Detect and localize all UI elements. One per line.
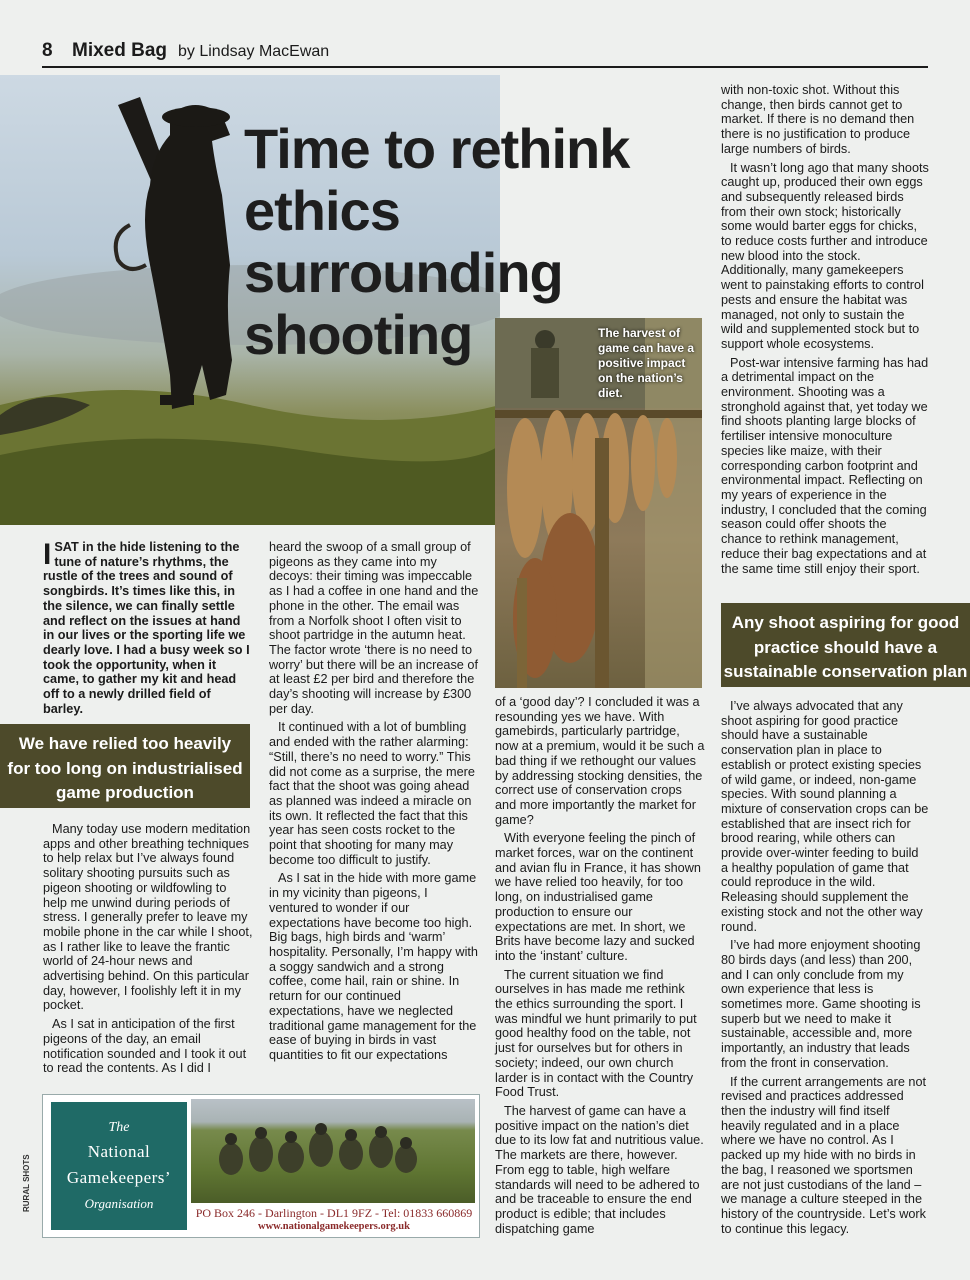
paragraph: With everyone feeling the pinch of market forces, war on the continent and avian flu in France, it has shown we have relied too heavily, for too long, on industrialised game production to ensure our expectations are met. In short, we Brits have become lazy and sucked into the ‘instant’ culture. [495,831,701,963]
byline: by Lindsay MacEwan [178,43,330,60]
advert-address: PO Box 246 - Darlington - DL1 9FZ - Tel: 01833 660869 [195,1206,473,1220]
gamekeepers-advert[interactable] [42,1094,480,1238]
lead-text: SAT in the hide listening to the tune of nature’s rhythms, the rustle of the trees and sound of songbirds. It’s times like this, in the silence, we can finally settle and reflect on the issues at hand in our lives or the sporting life we dearly love. I had a busy week so I took the opportunity, when it came, to gather my kit and head off to a newly drilled field of barley. [43,540,250,716]
paragraph: The harvest of game can have a positive impact on the nation’s diet due to its low fat and nutritious value. The markets are there, however. From egg to table, high welfare standards will need to be adhered to and be traceable to ensure the end product is edible; that includes dispatching game [495,1103,704,1236]
pullquote-line: practice should have a [753,637,938,657]
pullquote-line: We have relied too heavily [18,734,232,753]
paragraph: As I sat in the hide with more game in my vicinity than pigeons, I ventured to wonder if our expectations have become too high. Big bags, high birds and ‘warm’ hospitality. Personally, I’m happy with a soggy sandwich and a strong coffee, come hail, rain or shine. In return for our continued expectations, have we neglected traditional game management for the ease of buying in birds in vast quantities to fit our expectations [269,871,478,1062]
paragraph: heard the swoop of a small group of pigeons as they came into my decoys: their timing was impeccable as I had a coffee in one hand and the phone in the other. The email was from a Norfolk shoot I often visit to shoot partridge in the autumn heat. The factor wrote ‘there is no need to worry’ but there will be an increase of at least £2 per bird and therefore the day’s shooting will increase by £300 per day. [269,540,479,716]
logo-national: National [87,1142,151,1161]
pullquote-conservation [721,603,970,687]
paragraph: I’ve had more enjoyment shooting 80 birds days (and less) than 200, and I can only conclude from my own experience that less is sometimes more. Game shooting is superb but we need to make it sustainable, accessible and, more importantly, an industry that leads from the front in conservation. [721,938,921,1070]
pullquote-line: for too long on industrialised [7,758,243,778]
drop-cap: I [43,538,52,571]
paragraph: It wasn’t long ago that many shoots caught up, produced their own eggs and subsequently released birds from their own stock; historically some would barter eggs for chicks, to reduce costs further and introduce new blood into the stock. Additionally, many gamekeepers went to painstaking efforts to control pests and ensure the habitat was managed, not only to sustain the wild and supplemented stock but to support whole ecosystems. [721,160,929,351]
gamekeepers-logo [51,1102,187,1230]
column-2 [269,540,479,1067]
paragraph: If the current arrangements are not revised and practices addressed then the industry will find itself heavily regulated and in a place where we have no control. As I packed up my hide with no birds in the bag, I reasoned we sportsmen are not just custodians of the land – we manage a culture steeped in the history of the countryside. Let’s work to continue this legacy. [721,1074,927,1236]
advert-website-link[interactable]: www.nationalgamekeepers.org.uk [258,1221,410,1232]
pullquote-industrialised [0,724,250,808]
gamekeepers-group-image [191,1099,475,1203]
side-label: RURAL SHOTS [22,1154,31,1212]
paragraph: with non-toxic shot. Without this change, then birds cannot get to market. If there is no demand then there is no justification to produce large numbers of birds. [721,83,915,156]
column-1 [43,822,253,1080]
paragraph: The current situation we find ourselves in has made me rethink the ethics surrounding the sport. I was mindful we hunt primarily to put good healthy food on the table, not just for ourselves but for others in society; indeed, our own church larder is in contact with the Country Food Trust. [495,967,697,1100]
paragraph: As I sat in anticipation of the first pigeons of the day, an email notification sounded and I took it out to read the contents. As I did I [43,1017,247,1076]
logo-the: The [108,1120,130,1135]
paragraph: I’ve always advocated that any shoot aspiring for good practice should have a sustainable conservation plan in place to establish or protect existing species of wild game, or indeed, non-game species. With sound planning a mixture of conservation crops can be established that are insect rich for brood rearing, while others can provide over-winter feeding to build a healthy population of game that could reproduce in the wild. Releasing should supplement the existing stock and not the other way round. [721,699,929,934]
column-4-bottom [721,699,929,1240]
page-number: 8 [42,40,53,61]
pullquote-line: Any shoot aspiring for good [731,613,960,632]
column-4-top [721,83,929,580]
pullquote-line: game production [56,783,194,802]
logo-organisation: Organisation [84,1196,154,1211]
photo-caption: The harvest of game can have a positive impact on the nation’s diet. [598,326,695,400]
paragraph: It continued with a lot of bumbling and ended with the rather alarming: “Still, there’s no need to worry.” This did not come as a surprise, the mere fact that the shoot was going ahead as planned was indeed a miracle on its own. It reflected the fact that this year has seen costs rocket to the point that shooting for many may become too difficult to justify. [269,720,475,867]
pullquote-line: sustainable conservation plan [723,662,968,681]
paragraph: Post-war intensive farming has had a detrimental impact on the environment. Shooting was a stronghold against that, yet today we find shoots planting large blocks of fertiliser intensive monoculture species like maize, with their corresponding carbon footprint and environmental impact. Reflecting on my years of experience in the industry, I concluded that the coming season could offer shoots the chance to rethink management, reduce their bag expectations and at the same time still enjoy their sport. [721,355,929,576]
logo-gamekeepers: Gamekeepers’ [66,1168,172,1187]
column-3 [495,695,705,1240]
gamekeepers-group-photo [191,1099,475,1203]
section-title: Mixed Bag [72,40,168,61]
paragraph: Many today use modern meditation apps and other breathing techniques to help relax but I’ve always found solitary shooting pursuits such as pigeon shooting or wildfowling to help me unwind during periods of stress. I generally prefer to leave my mobile phone in the car while I shoot, as I rather like to leave the frantic world of 24-hour news and advertising behind. On this particular day, however, I foolishly left it in my pocket. [43,822,253,1013]
lead-paragraph [43,540,253,716]
article-headline: Time to rethink ethics surrounding shooting [244,117,630,366]
paragraph: of a ‘good day’? I concluded it was a resounding yes we have. With gamebirds, particularly partridge, now at a premium, would it be such a bad thing if we rethought our values by addressing stocking densities, the correct use of conservation crops and more importantly the market for game? [495,695,705,827]
page-header [42,38,928,68]
